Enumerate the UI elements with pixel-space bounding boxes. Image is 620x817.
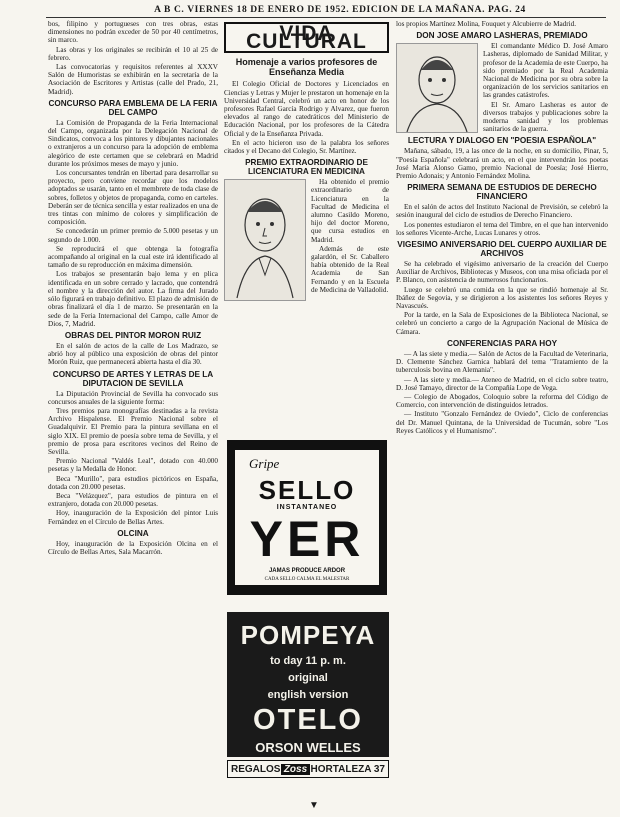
col1-p1-3: Se reproducirá el que obtenga la fotografía acompañando al original en la cual este irá identificado al tamaño de su reproducción en máxima dimensión.: [48, 244, 218, 270]
section-title: VIDA CULTURAL: [246, 22, 367, 54]
ad-gripe-script: Gripe: [249, 456, 280, 471]
col2-p2-1: Además de este galardón, el Sr. Caballero había obtenido de la Real Academia de San Fernando y en la Escuela de Medicina de Valladolid.: [311, 244, 389, 294]
col3-p4-0: Se ha celebrado el vigésimo aniversario de la creación del Cuerpo Auxiliar de Archivos, Bibliotecas y Museos, con una misa oficiada por el P. Blanco, con asistencia de numerosos funcionarios.: [396, 260, 608, 285]
col1-p1-0: La Comisión de Propaganda de la Feria Internacional del Campo, organizada por la Delegación Nacional de Sindicatos, convoca a los pintores y dibujantes nacionales o extranjeros a un concurso para la adopción de emblema alegórico de este certamen que se celebrará en Madrid durante los próximos meses de mayo y junio.: [48, 118, 218, 168]
headline-poesia-espanola: LECTURA Y DIALOGO EN "POESIA ESPAÑOLA": [407, 136, 597, 146]
headline-amaro-lasheras: DON JOSE AMARO LASHERAS, PREMIADO: [416, 31, 588, 41]
col1-p3-1: Tres premios para monografías destinadas a la revista Archivo Hispalense. El Premio Nacional sobre el Guadalquivir. El Premio para la pintura sevillana en el siglo XIX. El premio de poesía sobre tema de Sevilla, y el premio de prosa para escritores vecinos del Reino de Sevilla.: [48, 406, 218, 456]
vida-cultural-box: [224, 22, 389, 53]
headline-moron-ruiz: OBRAS DEL PINTOR MORON RUIZ: [64, 330, 202, 340]
col3-p1-1: El Sr. Amaro Lasheras es autor de diversos trabajos y publicaciones sobre la moderna sanidad y los problemas sanitarios de la guerra.: [483, 100, 608, 134]
advertisement-cinema-otelo: [227, 612, 389, 757]
column-1: [48, 20, 218, 557]
advertisement-sello-yer: [227, 440, 387, 595]
col2-p2-0: Ha obtenido el premio extraordinario de Licenciatura en la Facultad de Medicina el alumno Casildo Moreno, hijo del doctor Moreno, que cursa estudios en Madrid.: [311, 178, 389, 244]
col3-p5-1: — A las siete y media.— Ateneo de Madrid, en el ciclo sobre teatro, D. José Tamayo, director de la Compañía Lope de Vega.: [396, 375, 608, 392]
col2-p1-0: El Colegio Oficial de Doctores y Licenciados en Ciencias y Letras y Mujer le prestaron un homenaje en la Universidad Central, celebró un acto en honor de los profesores Rafael García Rodrigo y Alvarez, que fueron elevados al rango de catedráticos del Ministerio de Educación Nacional, por los profesores de la Cátedra Oficial y de la Enseñanza Privada.: [224, 80, 389, 138]
headline-homenaje: Homenaje a varios profesores de Enseñanza Media: [235, 57, 378, 78]
col1-p3-0: La Diputación Provincial de Sevilla ha convocado sus concursos anuales de la siguiente forma:: [48, 389, 218, 406]
ad-instantaneo: INSTANTANEO: [276, 504, 338, 511]
headline-emblema-feria: CONCURSO PARA EMBLEMA DE LA FERIA DEL CAMPO: [48, 98, 218, 117]
col3-p5-3: — Instituto "Gonzalo Fernández de Oviedo", Ciclo de conferencias del Dr. Manuel Quintana, de la Universidad de Tucumán, sobre "Los Reyes Católicos y el Humanismo".: [396, 410, 608, 435]
ad-regalos-brand: Zoss: [281, 764, 310, 775]
headline-derecho-financiero: PRIMERA SEMANA DE ESTUDIOS DE DERECHO FINANCIERO: [407, 183, 597, 202]
col1-p4-0: Hoy, inauguración de la Exposición Olcina en el Círculo de Bellas Artes, Sala Macarrón.: [48, 539, 218, 556]
headline-conferencias: CONFERENCIAS PARA HOY: [446, 338, 558, 348]
col3-p1-0: El comandante Médico D. José Amaro Lasheras, diplomado de Sanidad Militar, y profesor de la Academia de este Cuerpo, ha sido premiado por la Real Academia Nacional de Medicina por su obra sobre la organización de los servicios sanitarios en las grandes catástrofes.: [483, 42, 608, 100]
col1-intro-1: Las obras y los originales se recibirán el 10 al 25 de febrero.: [48, 45, 218, 62]
ad-english-version: english version: [267, 689, 349, 701]
headline-premio-medicina: PREMIO EXTRAORDINARIO DE LICENCIATURA EN MEDICINA: [245, 158, 368, 177]
col3-p3-1: Los ponentes estudiaron el tema del Timbre, en el que han intervenido los señores Vicente-Arche, Lucas Lunares y otros.: [396, 220, 608, 237]
column-2: [224, 20, 389, 303]
col1-p3-3: Beca "Murillo", para estudios pictóricos en España, dotada con 20.000 pesetas.: [48, 474, 218, 491]
col1-p1-2: Se concederán un primer premio de 5.000 pesetas y un segundo de 1.000.: [48, 227, 218, 244]
col2-p1-1: En el acto hicieron uso de la palabra los señores citados y el Decano del Colegio, Sr. Martínez.: [224, 138, 389, 156]
ad-regalos-word: REGALOS: [231, 763, 281, 775]
portrait-sketch-icon: [225, 180, 305, 300]
portrait-photo-medico: [224, 179, 306, 301]
portrait-sketch-icon: [397, 44, 477, 132]
col3-p5-0: — A las siete y media.— Salón de Actos de la Facultad de Veterinaria, D. Clemente Sánchez Garnica hablará del tema "Tratamiento de la tuberculosis bovina en Alemania".: [396, 349, 608, 375]
col1-p3-2: Premio Nacional "Valdés Leal", dotado con 40.000 pesetas y la Medalla de Honor.: [48, 457, 218, 474]
col1-p3-4: Beca "Velázquez", para estudios de pintura en el extranjero, dotada con 20.000 pesetas.: [48, 491, 218, 509]
col1-p1-4: Los trabajos se presentarán bajo lema y en plica identificada en un sobre cerrado y lacrado, que contendrá el nombre y la dirección del autor. La firma del Jurado sólo figurará en trabajo definitivo. El plazo de admisión de obras finalizará el día 1 de marzo. Se presentarán en la sede de la Feria Internacional del Campo, calle Amor de Dios, 7, Madrid.: [48, 270, 218, 328]
col3-p3-0: En el salón de actos del Instituto Nacional de Previsión, se celebró la sesión inaugural del ciclo de estudios de Derecho Financiero.: [396, 203, 608, 220]
portrait-photo-amaro: [396, 43, 478, 133]
col3-p5-2: — Colegio de Abogados, Coloquio sobre la reforma del Código de Comercio, con intervención de distinguidos letrados.: [396, 392, 608, 410]
advertisement-regalos: [227, 760, 389, 778]
headline-olcina: OLCINA: [117, 528, 149, 538]
ad-film-star: ORSON WELLES: [255, 740, 361, 755]
col1-p2-0: En el salón de actos de la calle de Los Madrazo, se abrió hoy al público una exposición de obras del pintor Morón Ruiz, que permanecerá abierta hasta el día 30.: [48, 341, 218, 367]
down-arrow-icon: ▼: [309, 800, 319, 811]
column-3: [396, 20, 608, 436]
ad-tagline: JAMAS PRODUCE ARDOR: [268, 568, 346, 574]
ad-original: original: [288, 672, 328, 684]
col1-intro-2: Las convocatorias y requisitos referentes al XXXV Salón de Humoristas se exhibirán en la secretaría de la Asociación de Escritores y Artistas (calle del Prado, 21, Madrid).: [48, 63, 218, 96]
ad-sello-word: SELLO: [258, 475, 356, 505]
header-rule: [46, 17, 606, 18]
ad-cinema-name: POMPEYA: [240, 620, 376, 650]
ad-showtime: to day 11 p. m.: [270, 655, 346, 667]
ad-film-title: OTELO: [253, 704, 363, 736]
headline-cuerpo-auxiliar: VIGESIMO ANIVERSARIO DEL CUERPO AUXILIAR DE ARCHIVOS: [397, 240, 607, 259]
col3-p0-0: los propios Martínez Molina, Fouquet y Alcubierre de Madrid.: [396, 20, 577, 28]
col1-intro-0: bos, filipino y portugueses con tres obras, estas dimensiones no podrán exceder de 50 por 40 centímetros, sin marco.: [48, 20, 218, 45]
col3-p2-0: Mañana, sábado, 19, a las once de la noche, en su domicilio, Pinar, 5, "Poesía Española" celebrará un acto, en el que intervendrán los poetas José María Alonso Gamo, premio Nacional de Poesía; José Hierro, Premio Adonais; y Antonio Fernández Molina.: [396, 147, 608, 181]
col3-p4-2: Por la tarde, en la Sala de Exposiciones de la Biblioteca Nacional, se celebró un concierto a cargo de la Agrupación Nacional de Música de Cámara.: [396, 311, 608, 336]
col1-p3-5: Hoy, inauguración de la Exposición del pintor Luis Fernández en el Círculo de Bellas Artes.: [48, 509, 218, 526]
running-header: A B C. VIERNES 18 DE ENERO DE 1952. EDICION DE LA MAÑANA. PAG. 24: [154, 5, 526, 15]
headline-artes-letras-sevilla: CONCURSO DE ARTES Y LETRAS DE LA DIPUTACION DE SEVILLA: [52, 369, 214, 388]
ad-footer: CADA SELLO CALMA EL MALESTAR: [264, 577, 350, 582]
ad-yer-word: YER: [249, 511, 365, 567]
col1-p1-1: Los concursantes tendrán en libertad para desarrollar su proyecto, pero conviene recordar que los modelos adoptados se usarán, tanto en el membrete de toda clase de sobres, folletos y objetos de propaganda, como en carteles. Deberán ser de técnica sencilla y estar realizados en una de tres tintas con mínimo de colores y simplificación de composición.: [48, 169, 219, 227]
ad-regalos-address: HORTALEZA 37: [310, 763, 385, 775]
col3-p4-1: Luego se celebró una comida en la que se rindió homenaje al Sr. Ibáñez de Segovia, y se dirigieron a los asistentes los señores Reyes y Navascués.: [396, 285, 608, 311]
